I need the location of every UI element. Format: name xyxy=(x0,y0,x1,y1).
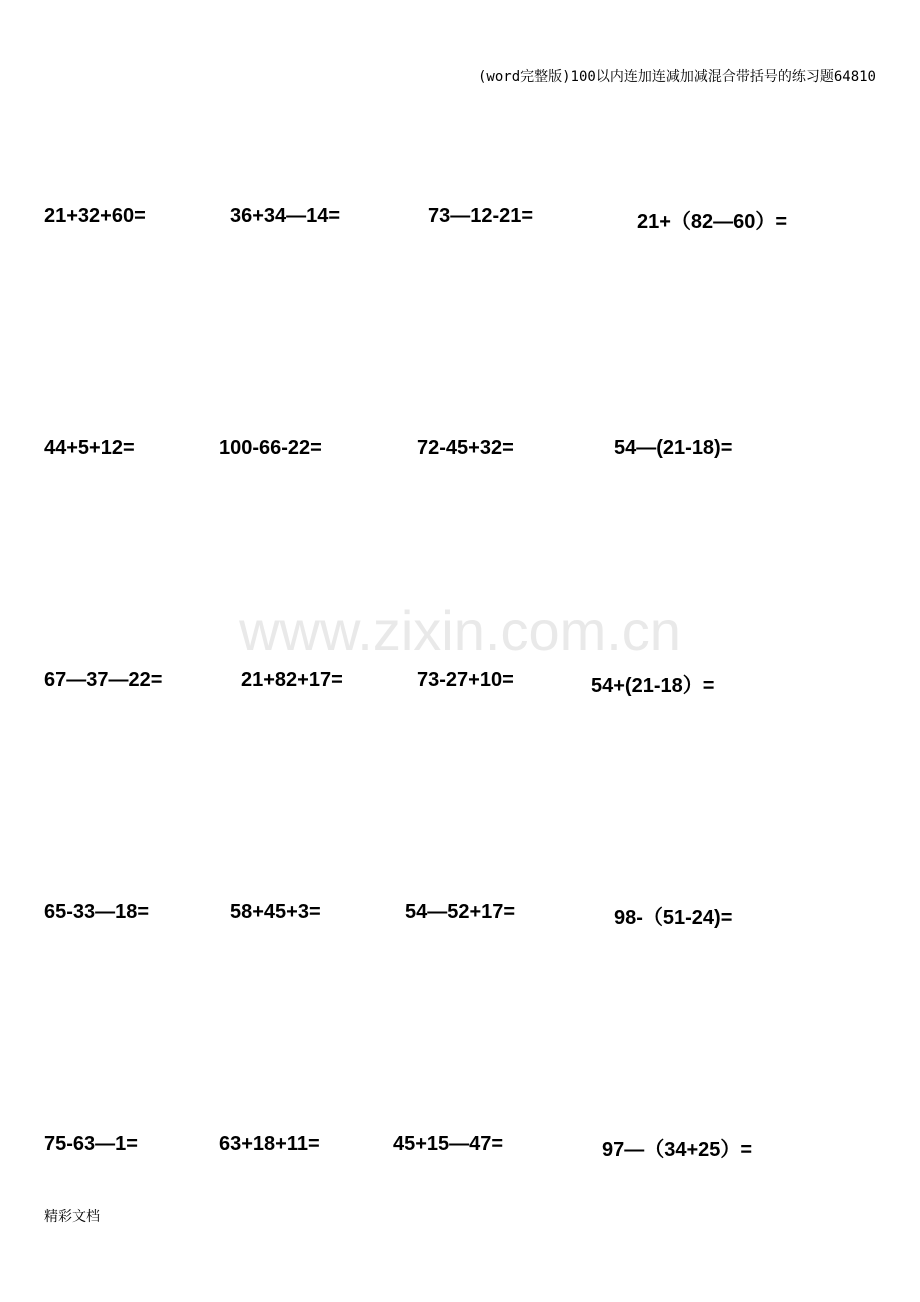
math-problem: 44+5+12= xyxy=(44,437,135,459)
math-problem: 54+(21-18）= xyxy=(591,675,715,697)
math-problem: 72-45+32= xyxy=(417,437,514,459)
math-problem: 54—52+17= xyxy=(405,901,516,923)
math-problem: 98-（51-24)= xyxy=(614,907,733,929)
problem-row-4 xyxy=(0,901,920,931)
math-problem: 67—37—22= xyxy=(44,669,163,691)
math-problem: 100-66-22= xyxy=(219,437,322,459)
math-problem: 36+34—14= xyxy=(230,205,341,227)
problem-row-1 xyxy=(0,205,920,235)
footer-text: 精彩文档 xyxy=(44,1209,100,1225)
watermark: www.zixin.com.cn xyxy=(239,599,681,662)
math-problem: 73-27+10= xyxy=(417,669,514,691)
math-problem: 65-33—18= xyxy=(44,901,150,923)
math-problem: 97—（34+25）= xyxy=(602,1139,753,1161)
math-problem: 73—12-21= xyxy=(428,205,534,227)
problem-row-3 xyxy=(0,669,920,699)
math-problem: 21+32+60= xyxy=(44,205,146,227)
math-problem: 58+45+3= xyxy=(230,901,321,923)
problem-row-5 xyxy=(0,1133,920,1163)
math-problem: 54—(21-18)= xyxy=(614,437,733,459)
math-problem: 63+18+11= xyxy=(219,1133,320,1155)
math-problem: 45+15—47= xyxy=(393,1133,504,1155)
document-title: (word完整版)100以内连加连减加减混合带括号的练习题64810 xyxy=(477,69,876,85)
math-problem: 21+82+17= xyxy=(241,669,343,691)
math-problem: 21+（82—60）= xyxy=(637,211,788,233)
math-problem: 75-63—1= xyxy=(44,1133,138,1155)
problem-row-2 xyxy=(0,437,920,467)
